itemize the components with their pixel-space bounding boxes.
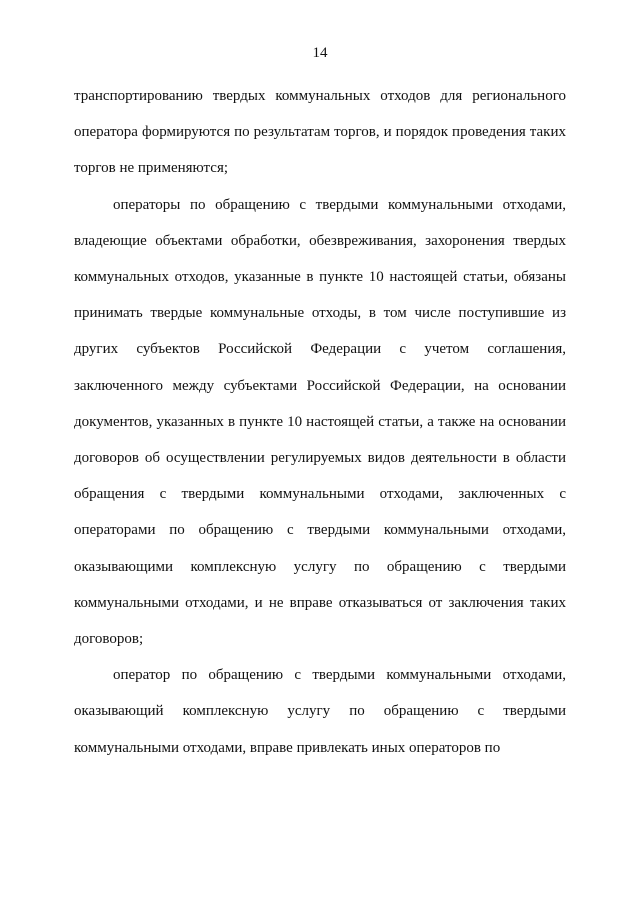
page-number: 14 — [312, 45, 328, 61]
paragraph-operators-obligations: операторы по обращению с твердыми коммунальными отходами, владеющие объектами обработки, обезвреживания, захоронения твердых коммунальных отходов, указанные в пункте 10 настоящей статьи, обязаны принимать твердые коммунальные отходы, в том числе поступившие из других субъектов Российской Федерации с учетом соглашения, заключенного между субъектами Российской Федерации, на основании документов, указанных в пункте 10 настоящей статьи, а также на основании договоров об осуществлении регулируемых видов деятельности в области обращения с твердыми коммунальными отходами, заключенных с операторами по обращению с твердыми коммунальными отходами, оказывающими комплексную услугу по обращению с твердыми коммунальными отходами, и не вправе отказываться от заключения таких договоров; — [74, 196, 566, 648]
paragraph-continuation: транспортированию твердых коммунальных отходов для регионального оператора формируются по результатам торгов, и порядок проведения таких торгов не применяются; — [74, 88, 566, 177]
paragraph-operator-complex-service: оператор по обращению с твердыми коммунальными отходами, оказывающий комплексную услугу по обращению с твердыми коммунальными отходами, вправе привлекать иных операторов по — [74, 667, 566, 756]
document-body — [74, 78, 566, 766]
